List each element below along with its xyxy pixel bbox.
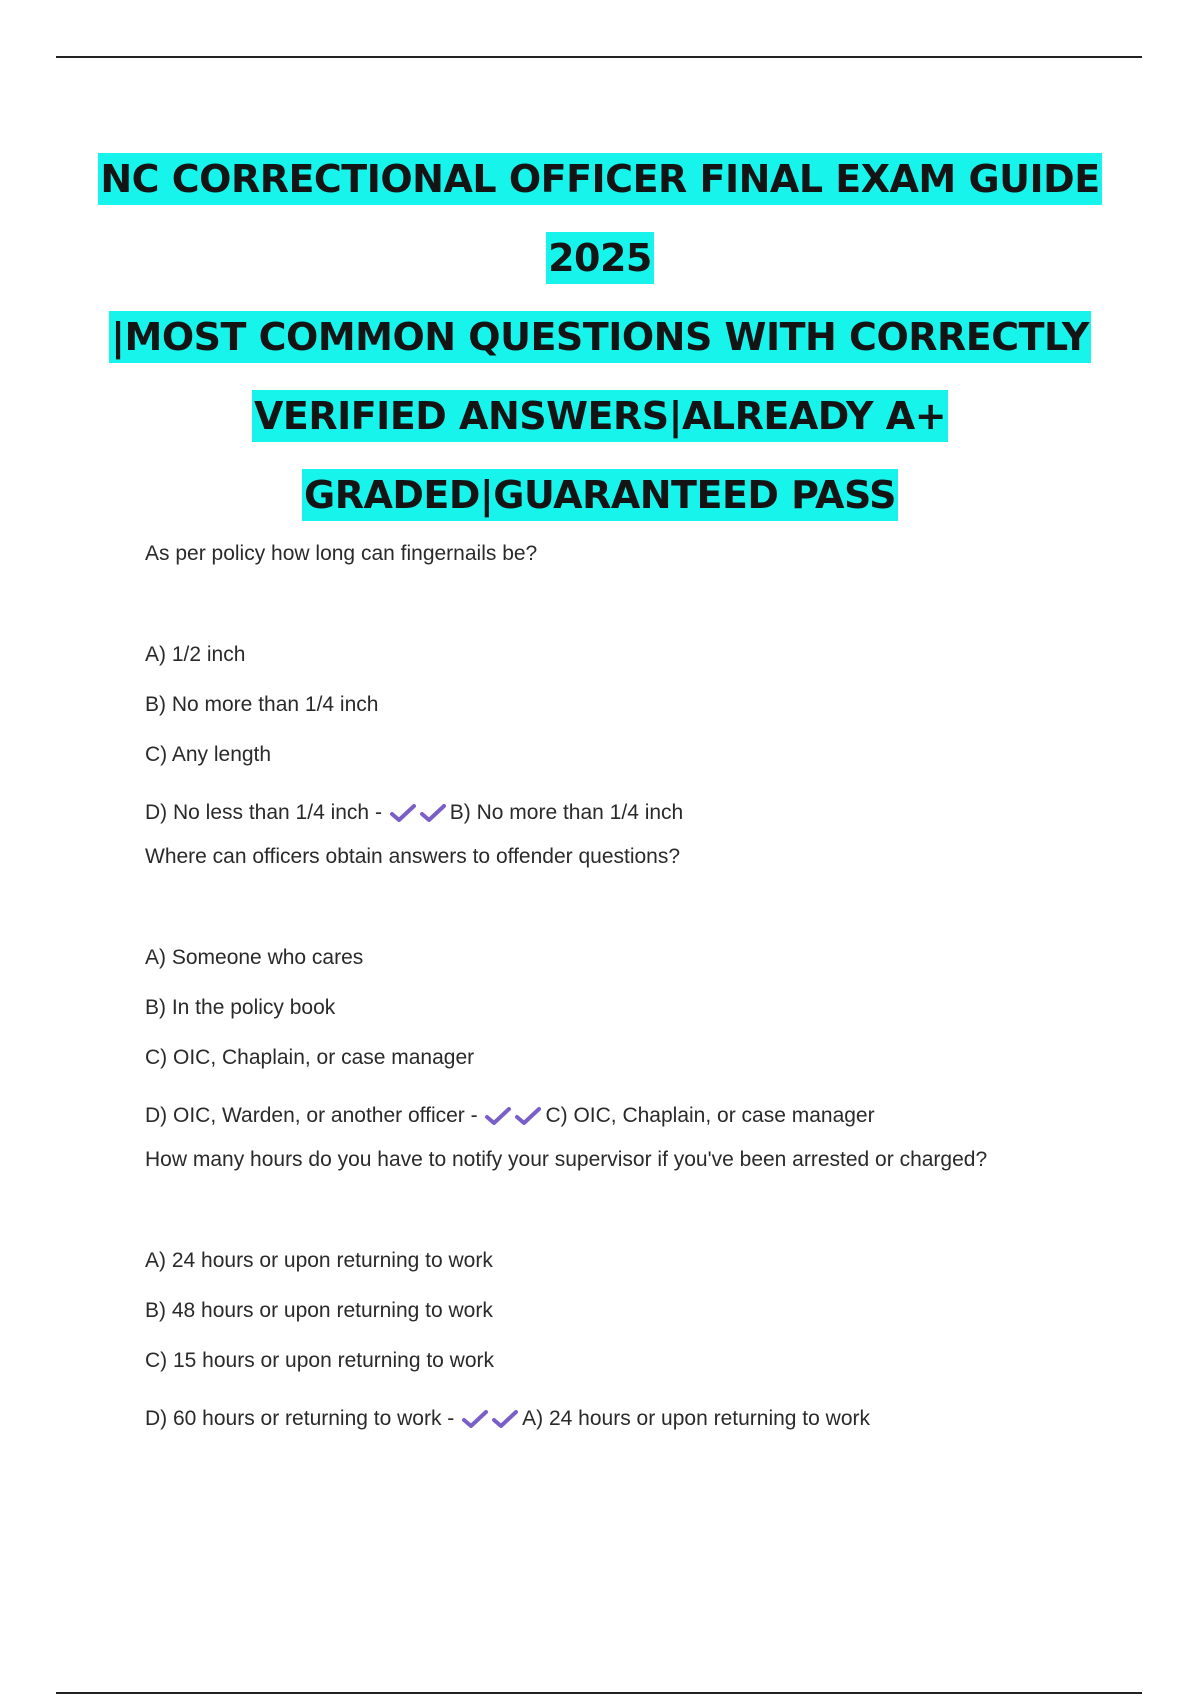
option-b: B) In the policy book <box>145 996 336 1019</box>
title-line-5: GRADED|GUARANTEED PASS <box>0 456 1200 535</box>
title-line-1: NC CORRECTIONAL OFFICER FINAL EXAM GUIDE <box>0 140 1200 219</box>
option-c: C) OIC, Chaplain, or case manager <box>145 1046 475 1069</box>
check-icon <box>491 1408 519 1430</box>
question-block <box>145 839 1105 1142</box>
question-block <box>145 1142 1105 1445</box>
correct-answer: B) No more than 1/4 inch <box>449 801 684 824</box>
option-a: A) 1/2 inch <box>145 643 246 666</box>
option-a: A) Someone who cares <box>145 946 364 969</box>
check-icon <box>514 1105 542 1127</box>
option-d: D) No less than 1/4 inch - <box>145 801 382 824</box>
bottom-rule <box>56 1692 1142 1694</box>
option-c: C) 15 hours or upon returning to work <box>145 1349 495 1372</box>
question-text: Where can officers obtain answers to offender questions? <box>145 845 681 868</box>
option-d-with-answer <box>145 1393 1105 1445</box>
question-block <box>145 536 1105 839</box>
title-line-4: VERIFIED ANSWERS|ALREADY A+ <box>0 377 1200 456</box>
title-line-3: |MOST COMMON QUESTIONS WITH CORRECTLY <box>0 298 1200 377</box>
document-title <box>0 140 1200 535</box>
title-line-2: 2025 <box>0 219 1200 298</box>
option-c: C) Any length <box>145 743 272 766</box>
option-d: D) 60 hours or returning to work - <box>145 1407 455 1430</box>
option-b: B) 48 hours or upon returning to work <box>145 1299 493 1322</box>
correct-answer: A) 24 hours or upon returning to work <box>522 1407 870 1430</box>
questions-list <box>145 536 1105 1445</box>
check-icon <box>419 802 447 824</box>
top-rule <box>56 56 1142 58</box>
option-d-with-answer <box>145 1090 1105 1142</box>
option-d-with-answer <box>145 787 1105 839</box>
question-text: How many hours do you have to notify your supervisor if you've been arrested or charged? <box>145 1148 988 1171</box>
option-b: B) No more than 1/4 inch <box>145 693 379 716</box>
option-d: D) OIC, Warden, or another officer - <box>145 1104 478 1127</box>
correct-answer: C) OIC, Chaplain, or case manager <box>545 1104 875 1127</box>
question-text: As per policy how long can fingernails be? <box>145 542 538 565</box>
check-icon <box>461 1408 489 1430</box>
option-a: A) 24 hours or upon returning to work <box>145 1249 493 1272</box>
check-icon <box>389 802 417 824</box>
check-icon <box>484 1105 512 1127</box>
